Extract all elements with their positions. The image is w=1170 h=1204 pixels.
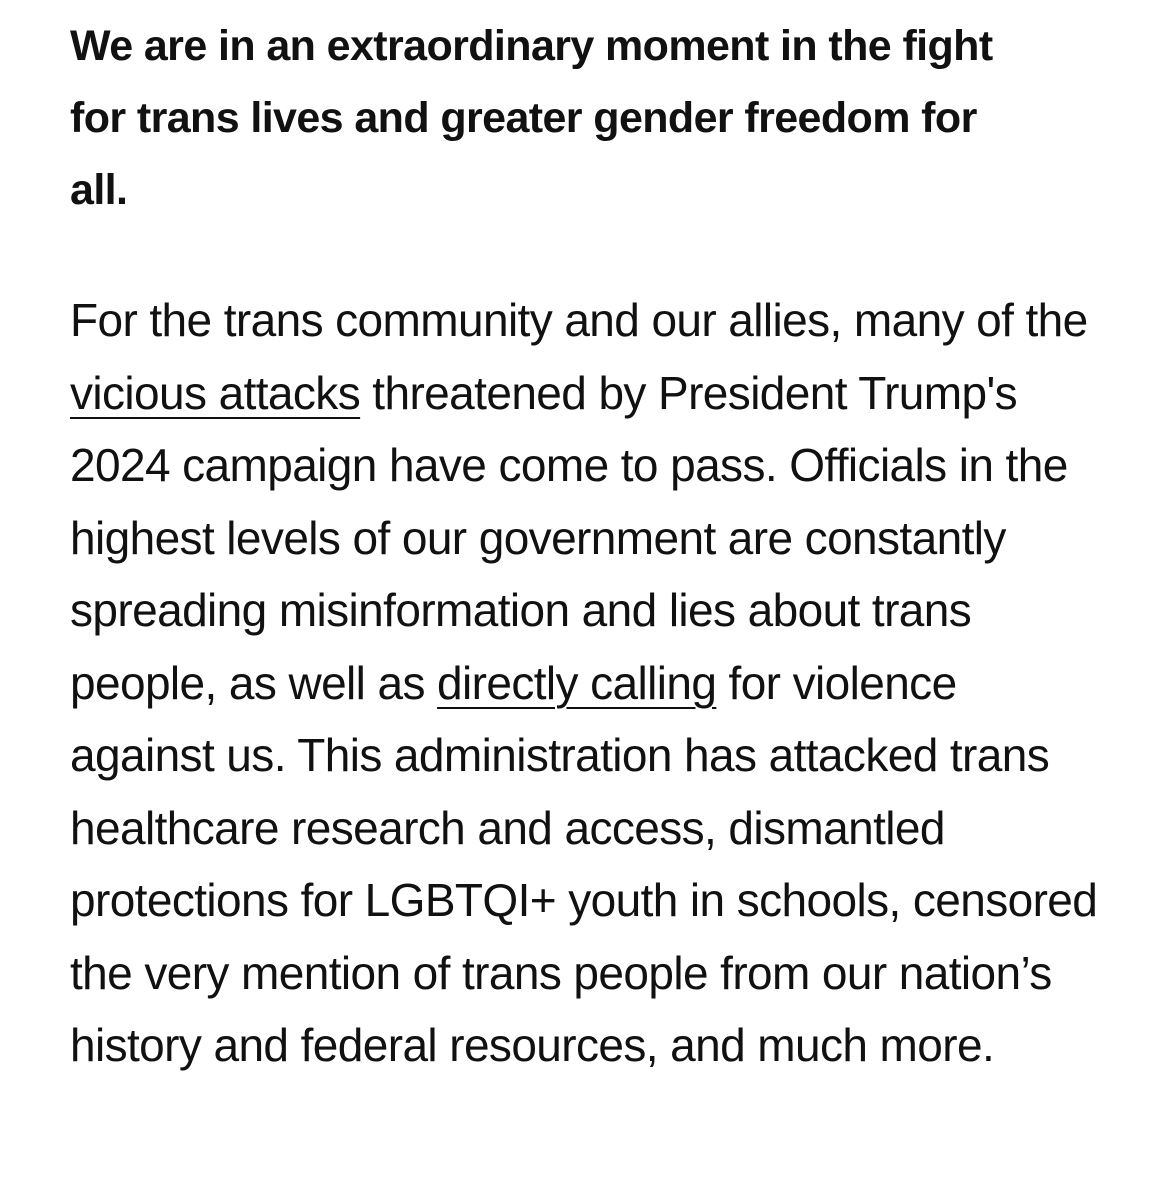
body-paragraph	[70, 284, 1110, 1082]
article-body	[70, 10, 1120, 1082]
vicious-attacks-link[interactable]: vicious attacks	[70, 366, 361, 419]
body-text-segment: threatened by President Trump's 2024 campaign have come to pass. Officials in the highest levels of our government are constantly spreading misinformation and lies about trans people, as well as	[70, 366, 1068, 709]
body-text-segment: for violence against us. This administration has attacked trans healthcare research and access, dismantled protections for LGBTQI+ youth in schools, censored the very mention of trans people from our nation’s history and federal resources, and much more.	[70, 656, 1098, 1071]
directly-calling-link[interactable]: directly calling	[437, 656, 717, 709]
body-text-segment: For the trans community and our allies, many of the	[70, 294, 1088, 346]
lede-paragraph: We are in an extraordinary moment in the fight for trans lives and greater gender freedom for all.	[70, 22, 993, 214]
